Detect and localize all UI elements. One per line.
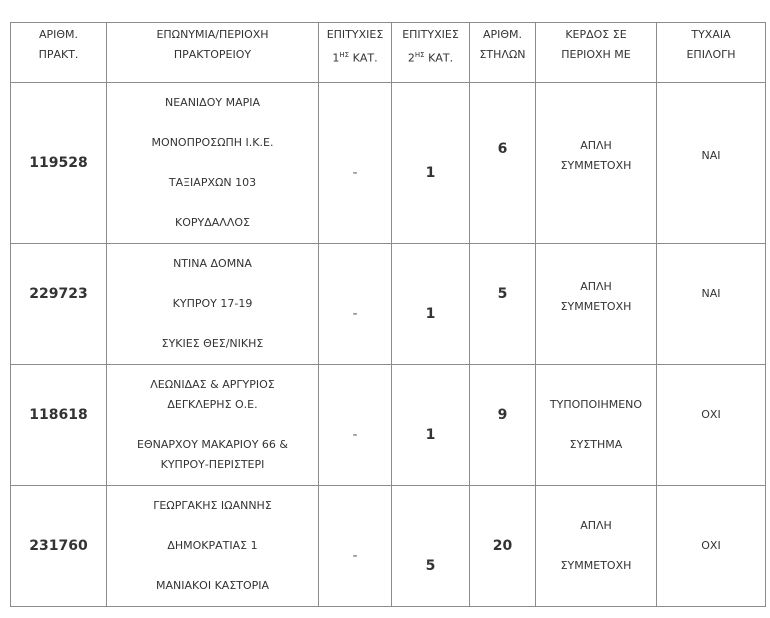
random-pick: ΝΑΙ: [657, 83, 766, 244]
random-pick: ΟΧΙ: [657, 365, 766, 486]
random-pick: ΝΑΙ: [657, 244, 766, 365]
agent-number: 118618: [11, 365, 107, 486]
columns-count: 20: [470, 486, 536, 607]
header-random: ΤΥΧΑΙΑ ΕΠΙΛΟΓΗ: [657, 23, 766, 83]
table-row: [11, 83, 766, 244]
agent-number: 231760: [11, 486, 107, 607]
gain-type: ΑΠΛΗ ΣΥΜΜΕΤΟΧΗ: [536, 83, 657, 244]
gain-type: ΤΥΠΟΠΟΙΗΜΕΝΟ ΣΥΣΤΗΜΑ: [536, 365, 657, 486]
table-row: [11, 486, 766, 607]
random-pick: ΟΧΙ: [657, 486, 766, 607]
table-row: [11, 244, 766, 365]
cat1-wins: -: [319, 83, 392, 244]
columns-count: 5: [470, 244, 536, 365]
gain-type: ΑΠΛΗ ΣΥΜΜΕΤΟΧΗ: [536, 486, 657, 607]
header-cat1: ΕΠΙΤΥΧΙΕΣ $1^{H\Sigma}$ ΚΑΤ.: [319, 23, 392, 83]
header-shop: ΕΠΩΝΥΜΙΑ/ΠΕΡΙΟΧΗ ΠΡΑΚΤΟΡΕΙΟΥ: [107, 23, 319, 83]
table-row: [11, 365, 766, 486]
cat2-wins: 1: [392, 244, 470, 365]
shop-info: ΛΕΩΝΙΔΑΣ & ΑΡΓΥΡΙΟΣ ΔΕΓΚΛΕΡΗΣ Ο.Ε. ΕΘΝΑΡΧΟΥ ΜΑΚΑΡΙΟΥ 66 & ΚΥΠΡΟΥ-ΠΕΡΙΣΤΕΡΙ: [107, 365, 319, 486]
header-columns: ΑΡΙΘΜ. ΣΤΗΛΩΝ: [470, 23, 536, 83]
agent-number: 229723: [11, 244, 107, 365]
agent-number: 119528: [11, 83, 107, 244]
header-agent-number: ΑΡΙΘΜ. ΠΡΑΚΤ.: [11, 23, 107, 83]
cat2-wins: 1: [392, 83, 470, 244]
header-cat2: ΕΠΙΤΥΧΙΕΣ $2^{H\Sigma}$ ΚΑΤ.: [392, 23, 470, 83]
shop-info: ΝΕΑΝΙΔΟΥ ΜΑΡΙΑ ΜΟΝΟΠΡΟΣΩΠΗ Ι.Κ.Ε. ΤΑΞΙΑΡΧΩΝ 103 ΚΟΡΥΔΑΛΛΟΣ: [107, 83, 319, 244]
header-gain: ΚΕΡΔΟΣ ΣΕ ΠΕΡΙΟΧΗ ΜΕ: [536, 23, 657, 83]
cat2-wins: 5: [392, 486, 470, 607]
columns-count: 6: [470, 83, 536, 244]
shop-info: ΝΤΙΝΑ ΔΟΜΝΑ ΚΥΠΡΟΥ 17-19 ΣΥΚΙΕΣ ΘΕΣ/ΝΙΚΗΣ: [107, 244, 319, 365]
columns-count: 9: [470, 365, 536, 486]
shop-info: ΓΕΩΡΓΑΚΗΣ ΙΩΑΝΝΗΣ ΔΗΜΟΚΡΑΤΙΑΣ 1 ΜΑΝΙΑΚΟΙ ΚΑΣΤΟΡΙΑ: [107, 486, 319, 607]
header-row: [11, 23, 766, 83]
cat2-wins: 1: [392, 365, 470, 486]
cat1-wins: -: [319, 486, 392, 607]
gain-type: ΑΠΛΗ ΣΥΜΜΕΤΟΧΗ: [536, 244, 657, 365]
winners-table: [10, 22, 766, 607]
cat1-wins: -: [319, 365, 392, 486]
cat1-wins: -: [319, 244, 392, 365]
